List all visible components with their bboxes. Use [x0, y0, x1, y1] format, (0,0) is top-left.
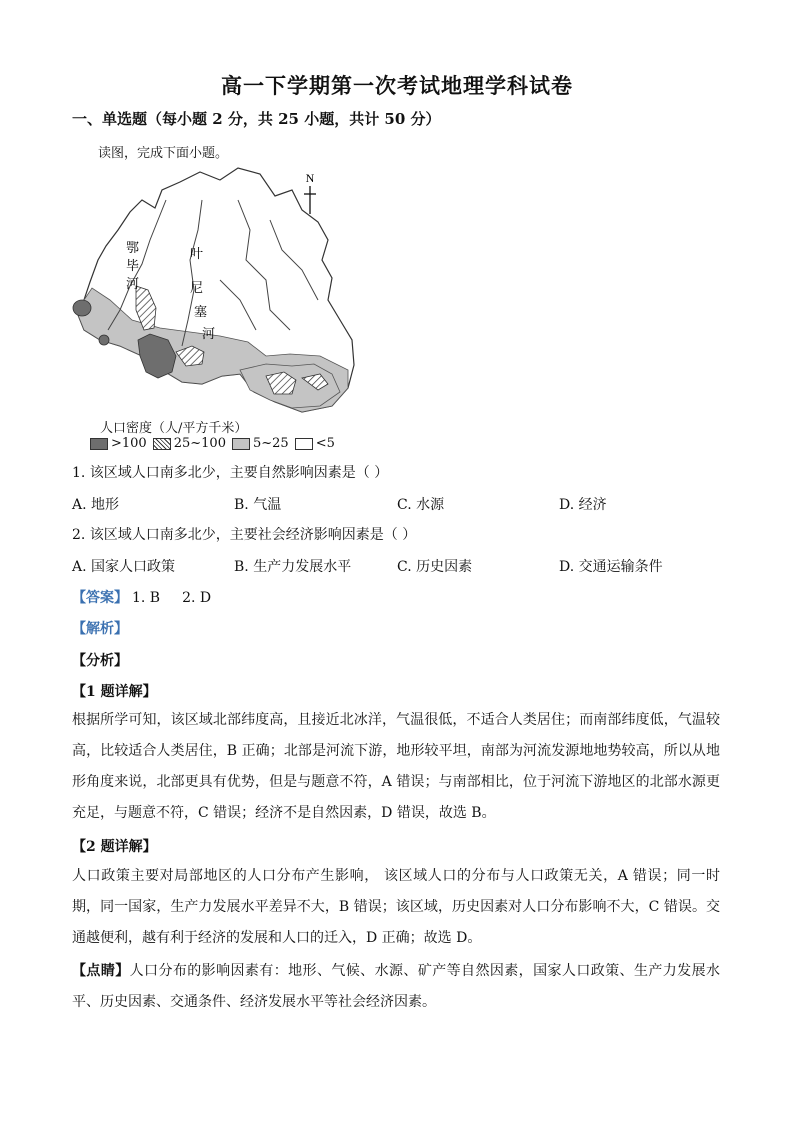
question-1-stem: 1. 该区域人口南多北少，主要自然影响因素是（ ）	[72, 465, 389, 481]
detail-2-text: 人口政策主要对局部地区的人口分布产生影响， 该区域人口的分布与人口政策无关，A 错误；同一时期，同一国家，生产力发展水平差异不大，B 错误；该区域，历史因素对人口分布影响不大，C 错误。交通越便利，越有利于经济的发展和人口的迁入，D 正确；故选 D。	[72, 868, 720, 946]
river-yenisei-label-4: 河	[202, 327, 216, 342]
legend	[90, 436, 341, 451]
answer-label: 【答案】	[72, 590, 128, 606]
legend-item-very-low: <5	[295, 436, 335, 451]
q2-option-d: D. 交通运输条件	[559, 559, 663, 575]
zone-dark-west	[73, 300, 91, 316]
q1-option-a: A. 地形	[72, 497, 120, 513]
question-2-stem: 2. 该区域人口南多北少，主要社会经济影响因素是（ ）	[72, 527, 417, 543]
river-ob-label-2: 毕	[126, 259, 140, 274]
dianjing-paragraph	[72, 956, 720, 1018]
analysis-label: 【解析】	[72, 621, 128, 637]
river-ob-label-3: 河	[126, 277, 140, 292]
section-heading: 一、单选题（每小题 2 分，共 25 小题，共计 50 分）	[72, 110, 441, 128]
answer-2: 2. D	[182, 590, 212, 606]
legend-item-low: 5~25	[232, 436, 289, 451]
legend-item-mid: 25~100	[153, 436, 226, 451]
river-yenisei-label-3: 塞	[194, 305, 208, 320]
population-density-map	[70, 160, 360, 420]
detail-1-text: 根据所学可知，该区域北部纬度高，且接近北冰洋，气温很低，不适合人类居住；而南部纬度低，气温较高，比较适合人类居住，B 正确；北部是河流下游，地形较平坦，南部为河流发源地地势较高，所以从地形角度来说，北部更具有优势，但是与题意不符，A 错误；与南部相比，位于河流下游地区的北部水源更充足，与题意不符，C 错误；经济不是自然因素，D 错误，故选 B。	[72, 712, 720, 821]
dianjing-text: 人口分布的影响因素有：地形、气候、水源、矿产等自然因素，国家人口政策、生产力发展水平、历史因素、交通条件、经济发展水平等社会经济因素。	[72, 963, 721, 1010]
q2-option-b: B. 生产力发展水平	[234, 559, 352, 575]
river-yenisei-label-1: 叶	[190, 247, 204, 262]
q1-option-d: D. 经济	[559, 497, 607, 513]
q2-option-a: A. 国家人口政策	[72, 559, 176, 575]
detail-2-label: 【2 题详解】	[72, 839, 157, 855]
fenxi-label: 【分析】	[72, 653, 128, 669]
legend-title: 人口密度（人/平方千米）	[100, 421, 248, 436]
answer-line	[72, 587, 211, 607]
page-title: 高一下学期第一次考试地理学科试卷	[221, 73, 573, 98]
q1-option-c: C. 水源	[397, 497, 445, 513]
instruction: 读图，完成下面小题。	[98, 146, 229, 161]
north-label: N	[305, 171, 315, 185]
q2-option-c: C. 历史因素	[397, 559, 473, 575]
detail-1-label: 【1 题详解】	[72, 684, 157, 700]
answer-1: 1. B	[132, 590, 161, 606]
river-yenisei-label-2: 尼	[190, 281, 204, 296]
dianjing-label: 【点睛】	[72, 963, 130, 979]
q1-option-b: B. 气温	[234, 497, 282, 513]
river-ob-label-1: 鄂	[126, 241, 140, 256]
zone-dark-small	[99, 335, 109, 345]
legend-item-high: >100	[90, 436, 147, 451]
